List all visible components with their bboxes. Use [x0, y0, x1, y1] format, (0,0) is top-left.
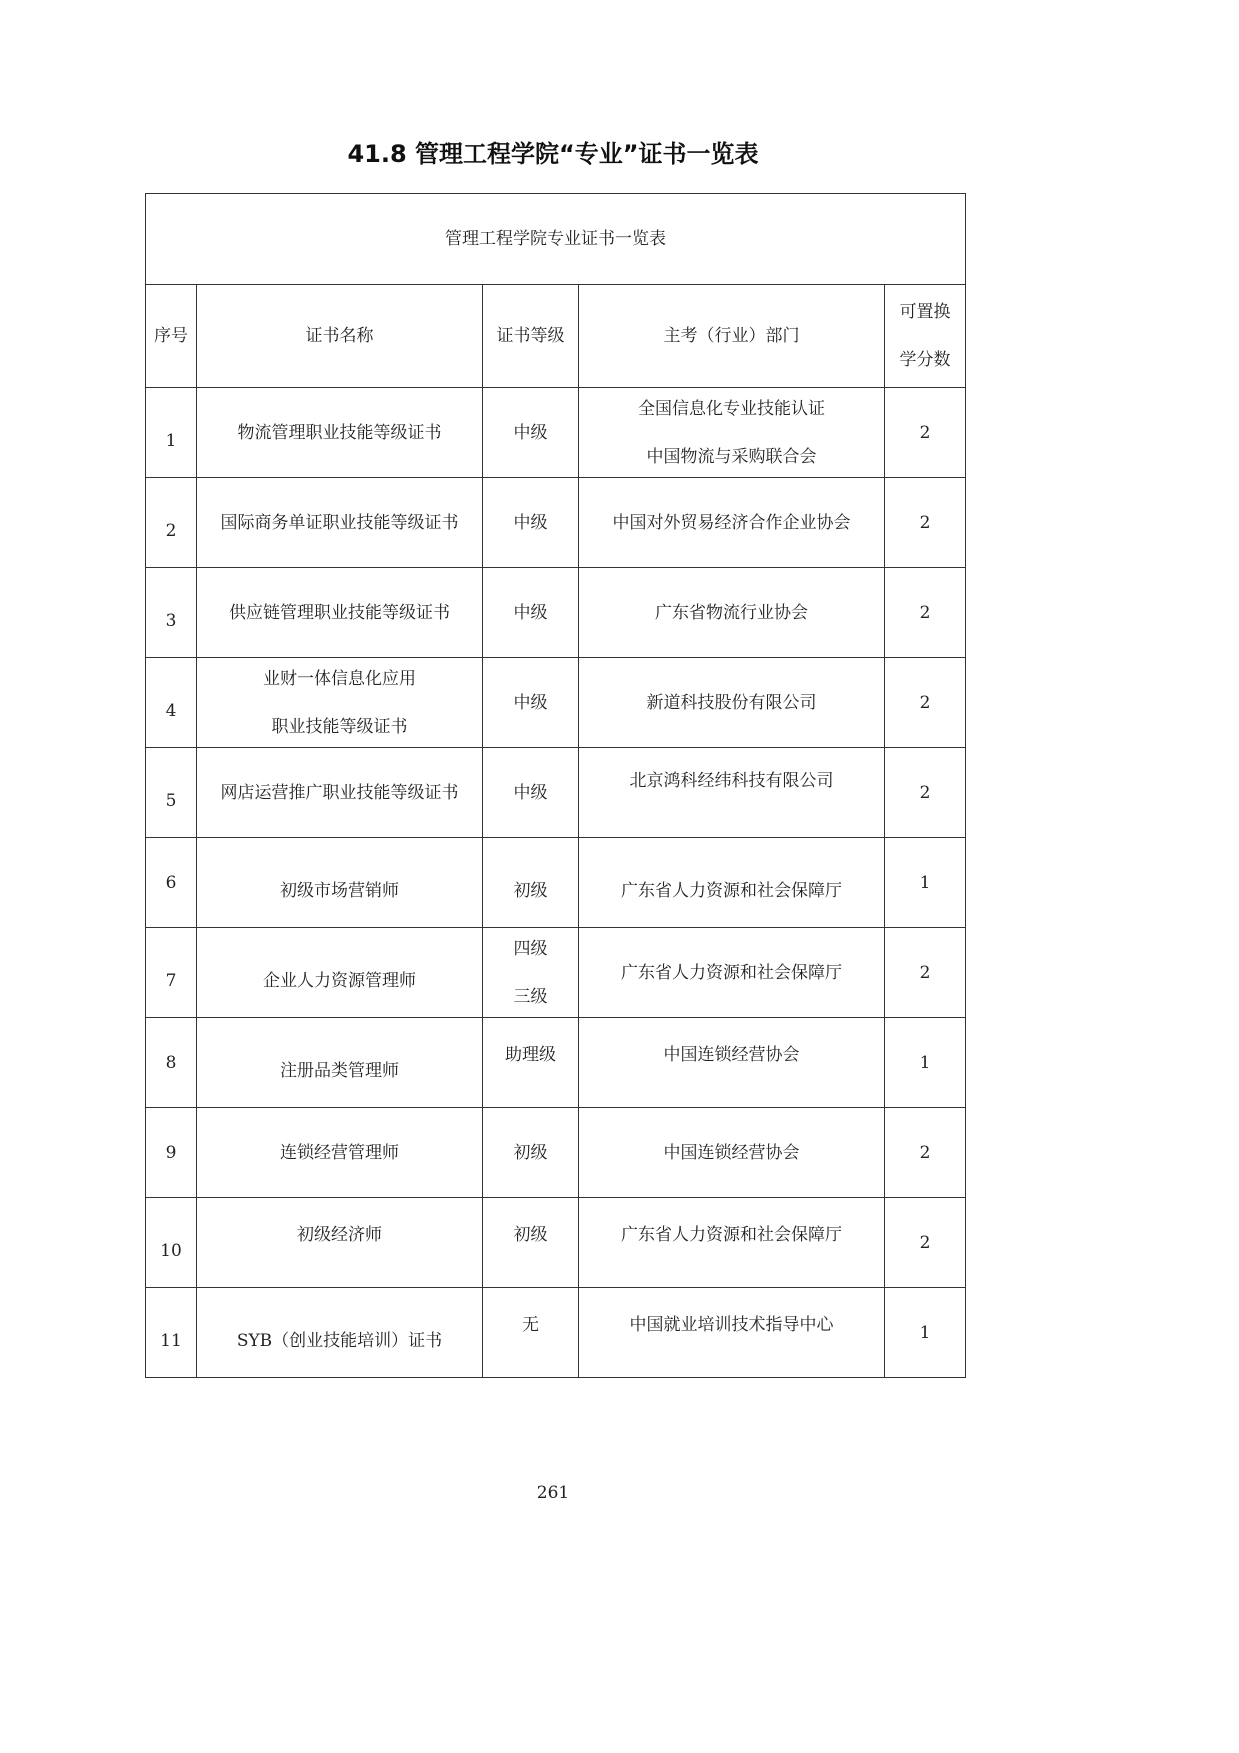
- cell-authority-content: [638, 397, 825, 469]
- cell-level-content: [522, 1313, 539, 1337]
- cell-authority-line: 中国物流与采购联合会: [646, 446, 817, 467]
- cell-index: [146, 1198, 197, 1288]
- table-row: [146, 568, 966, 658]
- cell-name-line: 网店运营推广职业技能等级证书: [220, 782, 459, 803]
- cell-authority-line: 广东省人力资源和社会保障厅: [621, 962, 842, 983]
- table-caption: 管理工程学院专业证书一览表: [146, 194, 966, 285]
- cell-level-line: 初级: [513, 1224, 548, 1245]
- cell-index: [146, 478, 197, 568]
- cell-index: [146, 1288, 197, 1378]
- cell-index-text: 10: [160, 1240, 182, 1261]
- cell-level: [483, 1108, 579, 1198]
- cell-credits: 2: [885, 568, 966, 658]
- cell-credits: 2: [885, 748, 966, 838]
- cell-index: [146, 388, 197, 478]
- cell-name: [197, 1018, 483, 1108]
- cell-name-content: [280, 1059, 399, 1083]
- cell-level-line: 中级: [513, 692, 548, 713]
- cell-level-content: [514, 511, 548, 535]
- cell-name-line: 国际商务单证职业技能等级证书: [220, 512, 459, 533]
- cell-index: [146, 658, 197, 748]
- cell-authority: [579, 478, 885, 568]
- cell-authority: [579, 1198, 885, 1288]
- cell-level-content: [514, 691, 548, 715]
- cell-authority-line: 广东省物流行业协会: [655, 602, 808, 623]
- cell-authority-line: 广东省人力资源和社会保障厅: [621, 1224, 842, 1245]
- table-row: [146, 388, 966, 478]
- document-title: 41.8 管理工程学院“专业”证书一览表: [347, 140, 759, 168]
- cell-name-line: 职业技能等级证书: [271, 716, 408, 737]
- table-row: [146, 1288, 966, 1378]
- page-number: 261: [536, 1483, 570, 1503]
- table-row: [146, 928, 966, 1018]
- table-caption-row: [146, 194, 966, 285]
- cell-authority: [579, 1018, 885, 1108]
- cell-name-line: 初级经济师: [297, 1224, 382, 1245]
- cell-credits: 1: [885, 1288, 966, 1378]
- cell-authority-line: 中国就业培训技术指导中心: [629, 1314, 834, 1335]
- cell-authority-line: 广东省人力资源和社会保障厅: [621, 880, 842, 901]
- cell-level-line: 助理级: [505, 1044, 556, 1065]
- cell-authority: [579, 928, 885, 1018]
- cell-name: [197, 1108, 483, 1198]
- cell-name-content: [221, 781, 459, 805]
- header-authority: 主考（行业）部门: [579, 285, 885, 388]
- cell-level-line: 中级: [513, 512, 548, 533]
- table-row: [146, 748, 966, 838]
- cell-credits: 2: [885, 388, 966, 478]
- cell-credits: 1: [885, 1018, 966, 1108]
- certificate-table-body: [146, 194, 966, 1378]
- cell-name-line: 企业人力资源管理师: [263, 970, 416, 991]
- cell-authority-content: [621, 1223, 842, 1247]
- cell-level: [483, 478, 579, 568]
- cell-name: [197, 748, 483, 838]
- cell-name: [197, 478, 483, 568]
- cell-name-content: [280, 879, 399, 903]
- cell-level-content: [514, 1141, 548, 1165]
- cell-name-content: [229, 601, 450, 625]
- cell-index-text: 9: [165, 1142, 177, 1163]
- cell-authority-content: [621, 879, 842, 903]
- cell-index: [146, 568, 197, 658]
- table-row: [146, 1018, 966, 1108]
- cell-name-content: [297, 1223, 382, 1247]
- table-header-row: [146, 285, 966, 388]
- cell-name-line: SYB（创业技能培训）证书: [236, 1330, 443, 1351]
- cell-authority-content: [664, 1043, 800, 1067]
- cell-level-line: 中级: [513, 602, 548, 623]
- cell-name-line: 供应链管理职业技能等级证书: [229, 602, 450, 623]
- cell-credits: 2: [885, 1198, 966, 1288]
- cell-authority: [579, 838, 885, 928]
- cell-authority-content: [613, 511, 851, 535]
- cell-authority: [579, 1108, 885, 1198]
- cell-level-line: 中级: [513, 422, 548, 443]
- cell-authority: [579, 658, 885, 748]
- cell-authority: [579, 388, 885, 478]
- cell-index-text: 3: [165, 610, 177, 631]
- cell-credits: 2: [885, 1108, 966, 1198]
- cell-name-line: 物流管理职业技能等级证书: [237, 422, 442, 443]
- cell-credits: 1: [885, 838, 966, 928]
- cell-level-line: 初级: [513, 1142, 548, 1163]
- cell-level-content: [514, 937, 548, 1009]
- cell-index-text: 5: [165, 790, 177, 811]
- cell-name: [197, 568, 483, 658]
- cell-index-text: 6: [165, 872, 177, 893]
- cell-authority-line: 北京鸿科经纬科技有限公司: [629, 770, 834, 791]
- cell-index-text: 4: [165, 700, 177, 721]
- cell-level: [483, 658, 579, 748]
- cell-authority-content: [630, 1313, 834, 1337]
- cell-name-content: [238, 421, 442, 445]
- cell-index-text: 7: [165, 970, 177, 991]
- cell-name: [197, 928, 483, 1018]
- cell-level: [483, 568, 579, 658]
- header-index: 序号: [146, 285, 197, 388]
- cell-authority-content: [664, 1141, 800, 1165]
- cell-level: [483, 1018, 579, 1108]
- cell-level-content: [514, 781, 548, 805]
- table-row: [146, 1108, 966, 1198]
- cell-authority-line: 全国信息化专业技能认证: [638, 398, 825, 419]
- cell-level-content: [505, 1043, 556, 1067]
- cell-level-content: [514, 879, 548, 903]
- cell-name-content: [263, 667, 416, 739]
- cell-name-content: [280, 1141, 399, 1165]
- cell-name: [197, 658, 483, 748]
- header-credits-line1: 可置换: [899, 302, 951, 322]
- header-level: 证书等级: [483, 285, 579, 388]
- table-row: [146, 838, 966, 928]
- cell-authority: [579, 1288, 885, 1378]
- cell-name-content: [263, 969, 416, 993]
- cell-index-text: 8: [165, 1052, 177, 1073]
- cell-authority-line: 中国对外贸易经济合作企业协会: [612, 512, 851, 533]
- header-name: 证书名称: [197, 285, 483, 388]
- cell-authority: [579, 748, 885, 838]
- cell-level: [483, 928, 579, 1018]
- cell-index-text: 2: [165, 520, 177, 541]
- cell-authority-content: [655, 601, 808, 625]
- table-row: [146, 658, 966, 748]
- cell-name-content: [221, 511, 459, 535]
- cell-authority-line: 新道科技股份有限公司: [646, 692, 817, 713]
- certificate-table: [145, 193, 966, 1378]
- cell-level-content: [514, 601, 548, 625]
- cell-name-line: 注册品类管理师: [280, 1060, 399, 1081]
- cell-level: [483, 1198, 579, 1288]
- cell-level: [483, 1288, 579, 1378]
- cell-level: [483, 388, 579, 478]
- cell-name-content: [237, 1329, 442, 1353]
- cell-authority-content: [647, 691, 817, 715]
- cell-level-line: 无: [522, 1314, 539, 1335]
- cell-authority-content: [621, 961, 842, 985]
- cell-authority-line: 中国连锁经营协会: [663, 1044, 800, 1065]
- cell-credits: 2: [885, 478, 966, 568]
- table-row: [146, 478, 966, 568]
- cell-level-line: 三级: [513, 986, 548, 1007]
- cell-authority-content: [630, 769, 834, 793]
- cell-name-line: 初级市场营销师: [280, 880, 399, 901]
- cell-authority: [579, 568, 885, 658]
- cell-name-line: 连锁经营管理师: [280, 1142, 399, 1163]
- cell-index: [146, 928, 197, 1018]
- cell-name: [197, 1198, 483, 1288]
- cell-name-line: 业财一体信息化应用: [263, 668, 416, 689]
- cell-name: [197, 388, 483, 478]
- cell-index: [146, 1018, 197, 1108]
- cell-index: [146, 838, 197, 928]
- cell-level-content: [514, 421, 548, 445]
- cell-name: [197, 1288, 483, 1378]
- cell-index-text: 1: [165, 430, 177, 451]
- cell-authority-line: 中国连锁经营协会: [663, 1142, 800, 1163]
- cell-index-text: 11: [160, 1330, 182, 1351]
- table-row: [146, 1198, 966, 1288]
- cell-level-content: [514, 1223, 548, 1247]
- cell-credits: 2: [885, 658, 966, 748]
- cell-level-line: 中级: [513, 782, 548, 803]
- cell-name: [197, 838, 483, 928]
- cell-level: [483, 748, 579, 838]
- cell-level-line: 初级: [513, 880, 548, 901]
- cell-credits: 2: [885, 928, 966, 1018]
- cell-index: [146, 748, 197, 838]
- header-credits-line2: 学分数: [899, 350, 951, 370]
- cell-index: [146, 1108, 197, 1198]
- header-credits: [885, 285, 966, 388]
- cell-level-line: 四级: [513, 938, 548, 959]
- cell-level: [483, 838, 579, 928]
